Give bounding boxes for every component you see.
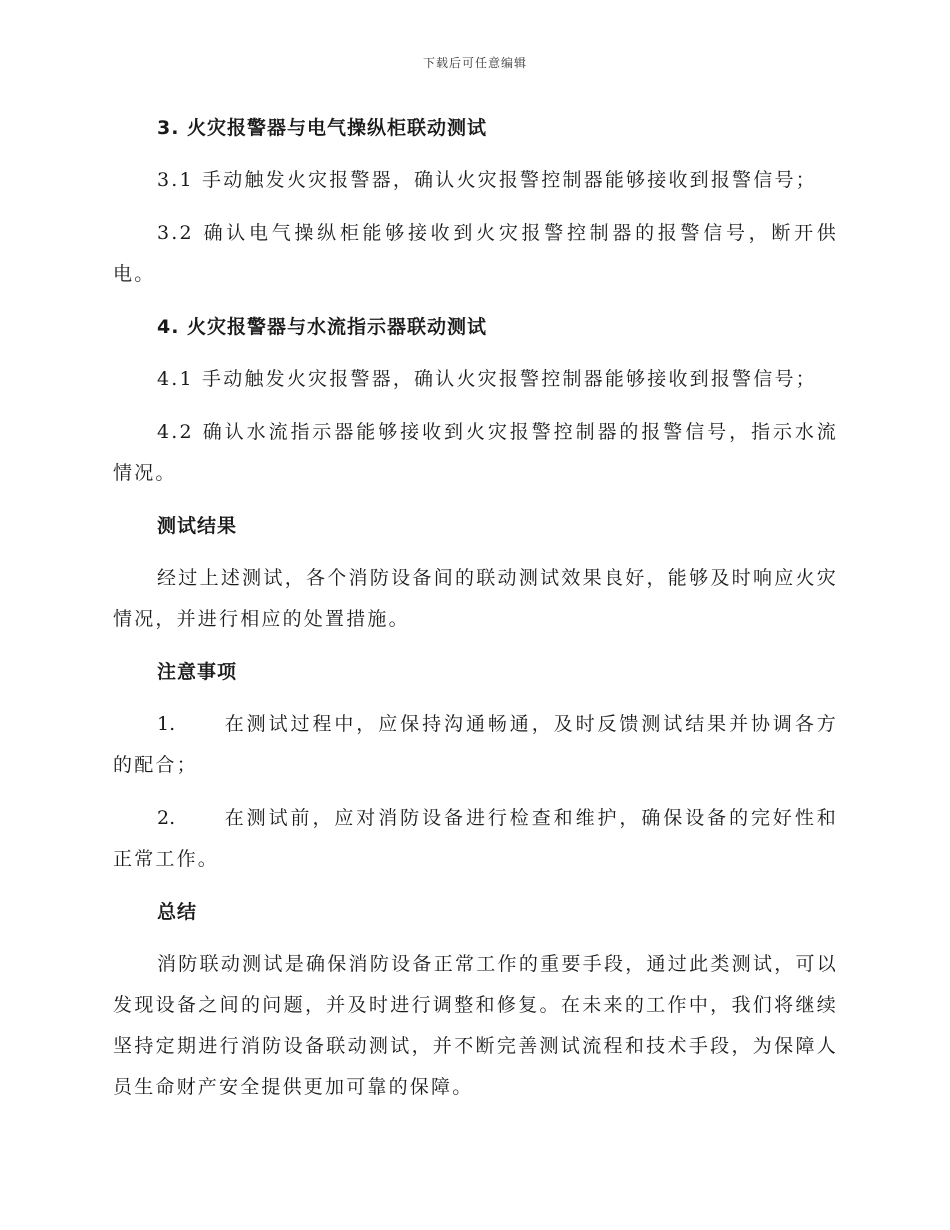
section-3-1-paragraph: 3.1 手动触发火灾报警器，确认火灾报警控制器能够接收到报警信号； xyxy=(157,169,817,191)
results-heading: 测试结果 xyxy=(157,515,238,537)
summary-paragraph: 消防联动测试是确保消防设备正常工作的重要手段，通过此类测试，可以发现设备之间的问题，并及时进行调整和修复。在未来的工作中，我们将继续坚持定期进行消防设备联动测试，并不断完善测试流程和技术手段，为保障人员生命财产安全提供更加可靠的保障。 xyxy=(113,953,838,1098)
list-item-text: 在测试前，应对消防设备进行检查和维护，确保设备的完好性和正常工作。 xyxy=(113,807,838,870)
summary-heading: 总结 xyxy=(157,901,198,923)
page-header: 下载后可任意编辑 xyxy=(422,56,527,70)
list-item-number: 1. xyxy=(157,713,176,735)
list-item-number: 2. xyxy=(157,807,176,829)
section-4-1-paragraph: 4.1 手动触发火灾报警器，确认火灾报警控制器能够接收到报警信号； xyxy=(157,368,817,390)
section-4-heading: 4. 火灾报警器与水流指示器联动测试 xyxy=(157,316,488,338)
section-3-2-paragraph: 3.2 确认电气操纵柜能够接收到火灾报警控制器的报警信号，断开供电。 xyxy=(113,222,838,285)
list-item-text: 在测试过程中，应保持沟通畅通，及时反馈测试结果并协调各方的配合； xyxy=(113,713,838,776)
notes-list-item xyxy=(113,798,838,880)
section-4-2-paragraph: 4.2 确认水流指示器能够接收到火灾报警控制器的报警信号，指示水流情况。 xyxy=(113,421,838,484)
section-3-heading: 3. 火灾报警器与电气操纵柜联动测试 xyxy=(157,117,488,139)
notes-list-item xyxy=(113,704,838,786)
notes-heading: 注意事项 xyxy=(157,661,238,683)
document-body xyxy=(113,108,838,1120)
results-paragraph: 经过上述测试，各个消防设备间的联动测试效果良好，能够及时响应火灾情况，并进行相应的处置措施。 xyxy=(113,567,838,630)
